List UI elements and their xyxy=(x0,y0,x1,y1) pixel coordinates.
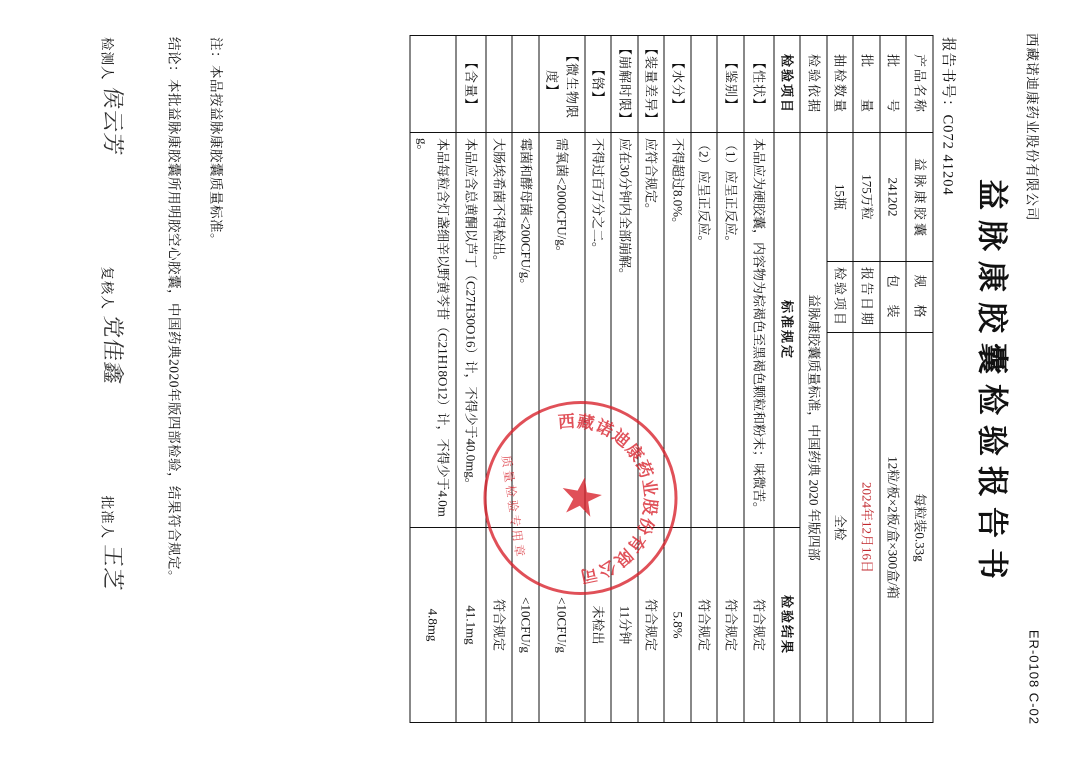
table-row xyxy=(691,36,718,723)
signature-value: 王芝 xyxy=(99,543,124,593)
table-row xyxy=(906,36,933,723)
sample-qty-value: 15瓶 xyxy=(827,133,854,262)
col-header-item: 检验项目 xyxy=(774,36,801,133)
report-number-label: 报告书号： xyxy=(939,37,955,115)
signer-approver xyxy=(98,496,129,725)
table-row xyxy=(456,36,486,723)
report-number-value: C072 41204 xyxy=(939,114,955,196)
table-row xyxy=(717,36,744,723)
item-standard: 霉菌和酵母菌<200CFU/g。 xyxy=(512,133,539,528)
item-name: 【铬】 xyxy=(585,36,612,133)
item-name: 【微生物限度】 xyxy=(539,36,585,133)
item-result: 符合规定 xyxy=(486,528,513,723)
report-date-value: 2024年12月16日 xyxy=(859,481,874,573)
item-standard: 不得超过8.0%。 xyxy=(664,133,691,528)
item-name: 【含量】 xyxy=(456,36,486,133)
sample-qty-label: 抽检数量 xyxy=(827,36,854,133)
table-header-row xyxy=(774,36,801,723)
table-row xyxy=(585,36,612,723)
signer-label: 复核人 xyxy=(99,266,114,310)
table-row xyxy=(611,36,638,723)
table-row xyxy=(853,36,880,723)
item-standard: 本品应为硬胶囊，内容物为棕褐色至黑褐色颗粒和粉末；味微苦。 xyxy=(744,133,774,528)
col-header-standard: 标准规定 xyxy=(774,133,801,528)
document-code: ER-0108 C-02 xyxy=(1026,629,1041,725)
product-name-label: 产品名称 xyxy=(906,36,933,133)
item-name: 【装量差异】 xyxy=(638,36,665,133)
col-header-result: 检验结果 xyxy=(774,528,801,723)
item-standard: 不得过百万分之二。 xyxy=(585,133,612,528)
item-standard: 大肠埃希菌不得检出。 xyxy=(486,133,513,528)
item-result: 符合规定 xyxy=(691,528,718,723)
pack-value: 12粒/板×2板/盒×300盒/箱 xyxy=(880,333,907,723)
signer-label: 批准人 xyxy=(99,495,114,540)
item-name: 【鉴别】 xyxy=(717,36,744,133)
pack-label: 包 装 xyxy=(880,262,907,333)
batch-value: 241202 xyxy=(880,133,907,262)
company-name: 西藏诺迪康药业股份有限公司 xyxy=(1024,33,1039,222)
item-result: 符合规定 xyxy=(744,528,774,723)
official-seal xyxy=(470,388,689,607)
item-result: 4.8mg xyxy=(410,528,456,723)
signer-label: 检测人 xyxy=(99,37,114,81)
page-title: 益脉康胶囊检验报告书 xyxy=(974,179,1009,589)
item-name xyxy=(512,36,539,133)
table-row xyxy=(800,36,827,723)
table-row xyxy=(664,36,691,723)
quantity-value: 175万粒 xyxy=(853,133,880,262)
item-result: 11分钟 xyxy=(611,528,638,723)
basis-value: 益脉康胶囊质量标准，中国药典 2020 年版四部 xyxy=(800,133,827,723)
item-result: 未检出 xyxy=(585,528,612,723)
item-standard: 应符合规定。 xyxy=(638,133,665,528)
footer-note: 注：本品按益脉康胶囊质量标准。 xyxy=(208,37,223,247)
item-result: 41.1mg xyxy=(456,528,486,723)
item-result: 符合规定 xyxy=(717,528,744,723)
item-name xyxy=(691,36,718,133)
table-row xyxy=(410,36,456,723)
report-number xyxy=(938,37,959,196)
item-standard: 本品应含总黄酮以芦丁（C27H30O16）计，不得少于40.0mg。 xyxy=(456,133,486,528)
item-result: 5.8% xyxy=(664,528,691,723)
star-icon: ★ xyxy=(549,470,612,525)
quantity-label: 批 量 xyxy=(853,36,880,133)
item-name: 【性状】 xyxy=(744,36,774,133)
signer-reviewer xyxy=(98,266,129,495)
item-standard: （2）应呈正反应。 xyxy=(691,133,718,528)
seal-company-text: 西藏诺迪康药业股份有限公司 xyxy=(556,411,660,587)
basis-label: 检验依据 xyxy=(800,36,827,133)
conclusion-text: 本批益脉康胶囊所用明胶空心胶囊，中国药典2020年版四部检验，结果符合规定。 xyxy=(166,79,181,584)
table-row xyxy=(638,36,665,723)
item-result: <10CFU/g xyxy=(539,528,585,723)
item-name: 【崩解时限】 xyxy=(611,36,638,133)
item-name xyxy=(486,36,513,133)
batch-label: 批 号 xyxy=(880,36,907,133)
report-table xyxy=(409,35,933,723)
signature-value: 侯云芳 xyxy=(99,84,124,157)
item-standard: 应在30分钟内全部崩解。 xyxy=(611,133,638,528)
signer-inspector xyxy=(98,37,129,266)
table-row xyxy=(486,36,513,723)
inspect-item-value: 全检 xyxy=(827,333,854,723)
seal-bottom-text: 质量检验专用章 xyxy=(498,454,527,561)
table-row xyxy=(880,36,907,723)
report-date-label: 报告日期 xyxy=(853,262,880,333)
item-standard: 本品每粒含灯盏细辛以野黄芩苷（C21H18O12）计，不得少于4.0mg。 xyxy=(410,133,456,528)
item-result: 符合规定 xyxy=(638,528,665,723)
table-row xyxy=(744,36,774,723)
table-row xyxy=(512,36,539,723)
product-name-value: 益 脉 康 胶 囊 xyxy=(906,133,933,262)
item-name: 【水分】 xyxy=(664,36,691,133)
signature-value: 党佳鑫 xyxy=(99,314,124,386)
spec-value: 每粒装0.33g xyxy=(906,333,933,723)
item-name xyxy=(410,36,456,133)
conclusion xyxy=(161,37,185,717)
spec-label: 规 格 xyxy=(906,262,933,333)
report-sheet xyxy=(14,9,1059,749)
item-result: <10CFU/g xyxy=(512,528,539,723)
table-row xyxy=(539,36,585,723)
conclusion-label: 结论： xyxy=(166,37,181,79)
table-row xyxy=(827,36,854,723)
signature-row xyxy=(98,37,129,725)
item-standard: （1）应呈正反应。 xyxy=(717,133,744,528)
inspect-item-label: 检验项目 xyxy=(827,262,854,333)
item-standard: 需氧菌<2000CFU/g。 xyxy=(539,133,585,528)
